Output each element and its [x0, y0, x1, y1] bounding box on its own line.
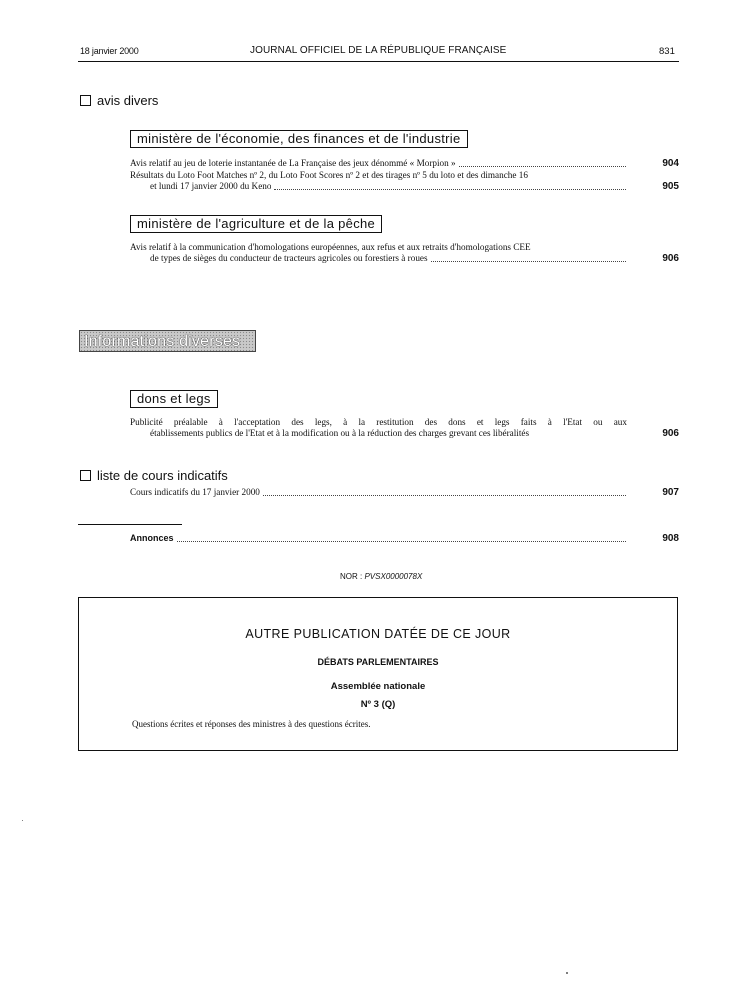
dot-leader: [274, 189, 626, 190]
entry-word: faits: [520, 417, 537, 427]
informations-diverses-banner: Informations diverses: [79, 330, 256, 352]
entry-text: Cours indicatifs du 17 janvier 2000: [130, 487, 260, 497]
checkbox-icon: [80, 470, 91, 481]
entry-text: Avis relatif à la communication d'homologations européennes, aux refus et aux retraits d'homologations CEE: [130, 242, 531, 252]
entry-word: dons: [448, 417, 466, 427]
header-rule: [78, 61, 679, 62]
publication-number: Nº 3 (Q): [360, 699, 396, 710]
dot-leader: [177, 541, 626, 542]
entry-annonces: [130, 533, 679, 544]
entry-loto-results: [130, 170, 679, 192]
entry-word: à: [343, 417, 348, 427]
other-publication-box: [78, 597, 678, 751]
entry-word: l'acceptation: [234, 417, 281, 427]
header-date: 18 janvier 2000: [80, 46, 139, 56]
entry-text: Résultats du Loto Foot Matches nº 2, du Loto Foot Scores nº 2 et des tirages nº 5 du loto et des dimanche 16: [130, 170, 528, 180]
publication-title: AUTRE PUBLICATION DATÉE DE CE JOUR: [245, 627, 511, 641]
entry-page: 905: [662, 181, 679, 192]
entry-page: 907: [662, 487, 679, 498]
dot-leader: [431, 261, 626, 262]
nor-label: NOR :: [340, 572, 363, 581]
entry-text: Avis relatif au jeu de loterie instantanée de La Française des jeux dénommé « Morpion »: [130, 158, 456, 168]
entry-word: restitution: [376, 417, 414, 427]
entry-word: préalable: [173, 417, 208, 427]
entry-text-cont: établissements publics de l'Etat et à la modification ou à la réduction des charges grevant ces libéralités: [150, 428, 530, 438]
annonces-label: Annonces: [130, 533, 174, 543]
dot-leader: [263, 495, 626, 496]
entry-word: des: [424, 417, 438, 427]
nor-reference: [340, 572, 422, 581]
nor-code: PVSX0000078X: [364, 572, 423, 581]
entry-word: l'Etat: [563, 417, 583, 427]
entry-homologations: [130, 242, 679, 264]
publication-debats: DÉBATS PARLEMENTAIRES: [317, 657, 439, 667]
entry-word: à: [218, 417, 223, 427]
scan-speck: [22, 820, 23, 821]
entry-text-justified: [130, 417, 679, 428]
section-cours-indicatifs: [80, 468, 228, 483]
ministry-economy-box: ministère de l'économie, des finances et de l'industrie: [130, 130, 468, 148]
entry-word: des: [291, 417, 304, 427]
publication-assembly: Assemblée nationale: [330, 681, 426, 692]
entry-text-cont: de types de sièges du conducteur de tracteurs agricoles ou forestiers à roues: [150, 253, 428, 263]
entry-word: aux: [613, 417, 627, 427]
entry-text-cont: et lundi 17 janvier 2000 du Keno: [150, 181, 272, 191]
entry-page: 906: [662, 253, 679, 264]
entry-word: et: [476, 417, 484, 427]
section-heading: liste de cours indicatifs: [97, 468, 228, 483]
entry-dons-legs: [130, 417, 679, 439]
entry-word: legs: [494, 417, 510, 427]
entry-word: Publicité: [130, 417, 163, 427]
entry-word: la: [358, 417, 366, 427]
separator-rule: [78, 524, 182, 525]
section-heading: avis divers: [97, 93, 159, 108]
section-avis-divers: [80, 93, 158, 108]
entry-word: à: [547, 417, 552, 427]
ministry-agriculture-box: ministère de l'agriculture et de la pêche: [130, 215, 382, 233]
entry-word: ou: [593, 417, 603, 427]
checkbox-icon: [80, 95, 91, 106]
entry-cours: [130, 487, 679, 498]
entry-page: 906: [662, 428, 679, 439]
entry-morpion: [130, 158, 679, 169]
dons-et-legs-box: dons et legs: [130, 390, 218, 408]
page-number: 831: [659, 46, 675, 57]
dot-leader: [459, 166, 626, 167]
entry-page: 904: [662, 158, 679, 169]
publication-description: Questions écrites et réponses des ministres à des questions écrites.: [132, 719, 371, 729]
entry-page: 908: [662, 533, 679, 544]
journal-title: JOURNAL OFFICIEL DE LA RÉPUBLIQUE FRANÇAISE: [250, 45, 507, 56]
entry-word: legs,: [314, 417, 332, 427]
scan-speck: [566, 972, 568, 974]
